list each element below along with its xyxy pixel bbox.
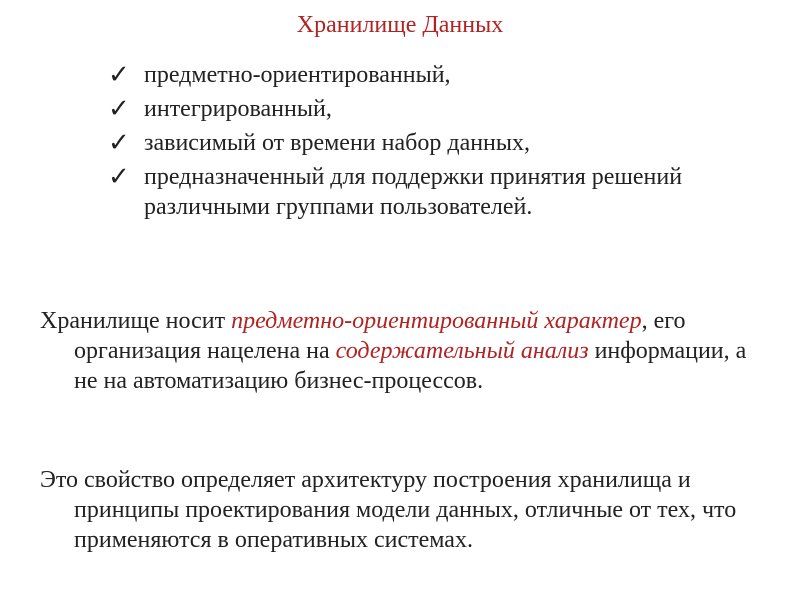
paragraph-architecture: Это свойство определяет архитектуру построения хранилища и принципы проектирования модели данных, отличные от тех, что применяются в оперативных системах. xyxy=(40,467,737,553)
emphasis-subject-oriented: предметно-ориентированный характер xyxy=(231,308,642,334)
paragraph-text: Хранилище носит xyxy=(40,308,232,334)
checklist xyxy=(104,60,744,226)
checklist-item xyxy=(104,162,744,222)
slide-title: Хранилище Данных xyxy=(296,12,504,38)
checklist-item xyxy=(104,60,744,90)
checklist-item-text: интегрированный, xyxy=(144,96,332,122)
paragraph-subject-oriented xyxy=(40,306,774,396)
paragraph-text: , его организация нацелена на xyxy=(74,308,686,364)
checklist-item-text: предназначенный для поддержки принятия решений различными группами пользователей. xyxy=(144,164,683,220)
checklist-item xyxy=(104,94,744,124)
paragraph-text: информации, а не на автоматизацию бизнес-процессов. xyxy=(74,338,747,394)
check-icon: ✓ xyxy=(108,60,130,90)
checklist-item-text: зависимый от времени набор данных, xyxy=(144,130,531,156)
check-icon: ✓ xyxy=(108,162,130,192)
check-icon: ✓ xyxy=(108,128,130,158)
checklist-item xyxy=(104,128,744,158)
emphasis-content-analysis: содержательный анализ xyxy=(335,338,589,364)
checklist-item-text: предметно-ориентированный, xyxy=(144,62,451,88)
check-icon: ✓ xyxy=(108,94,130,124)
